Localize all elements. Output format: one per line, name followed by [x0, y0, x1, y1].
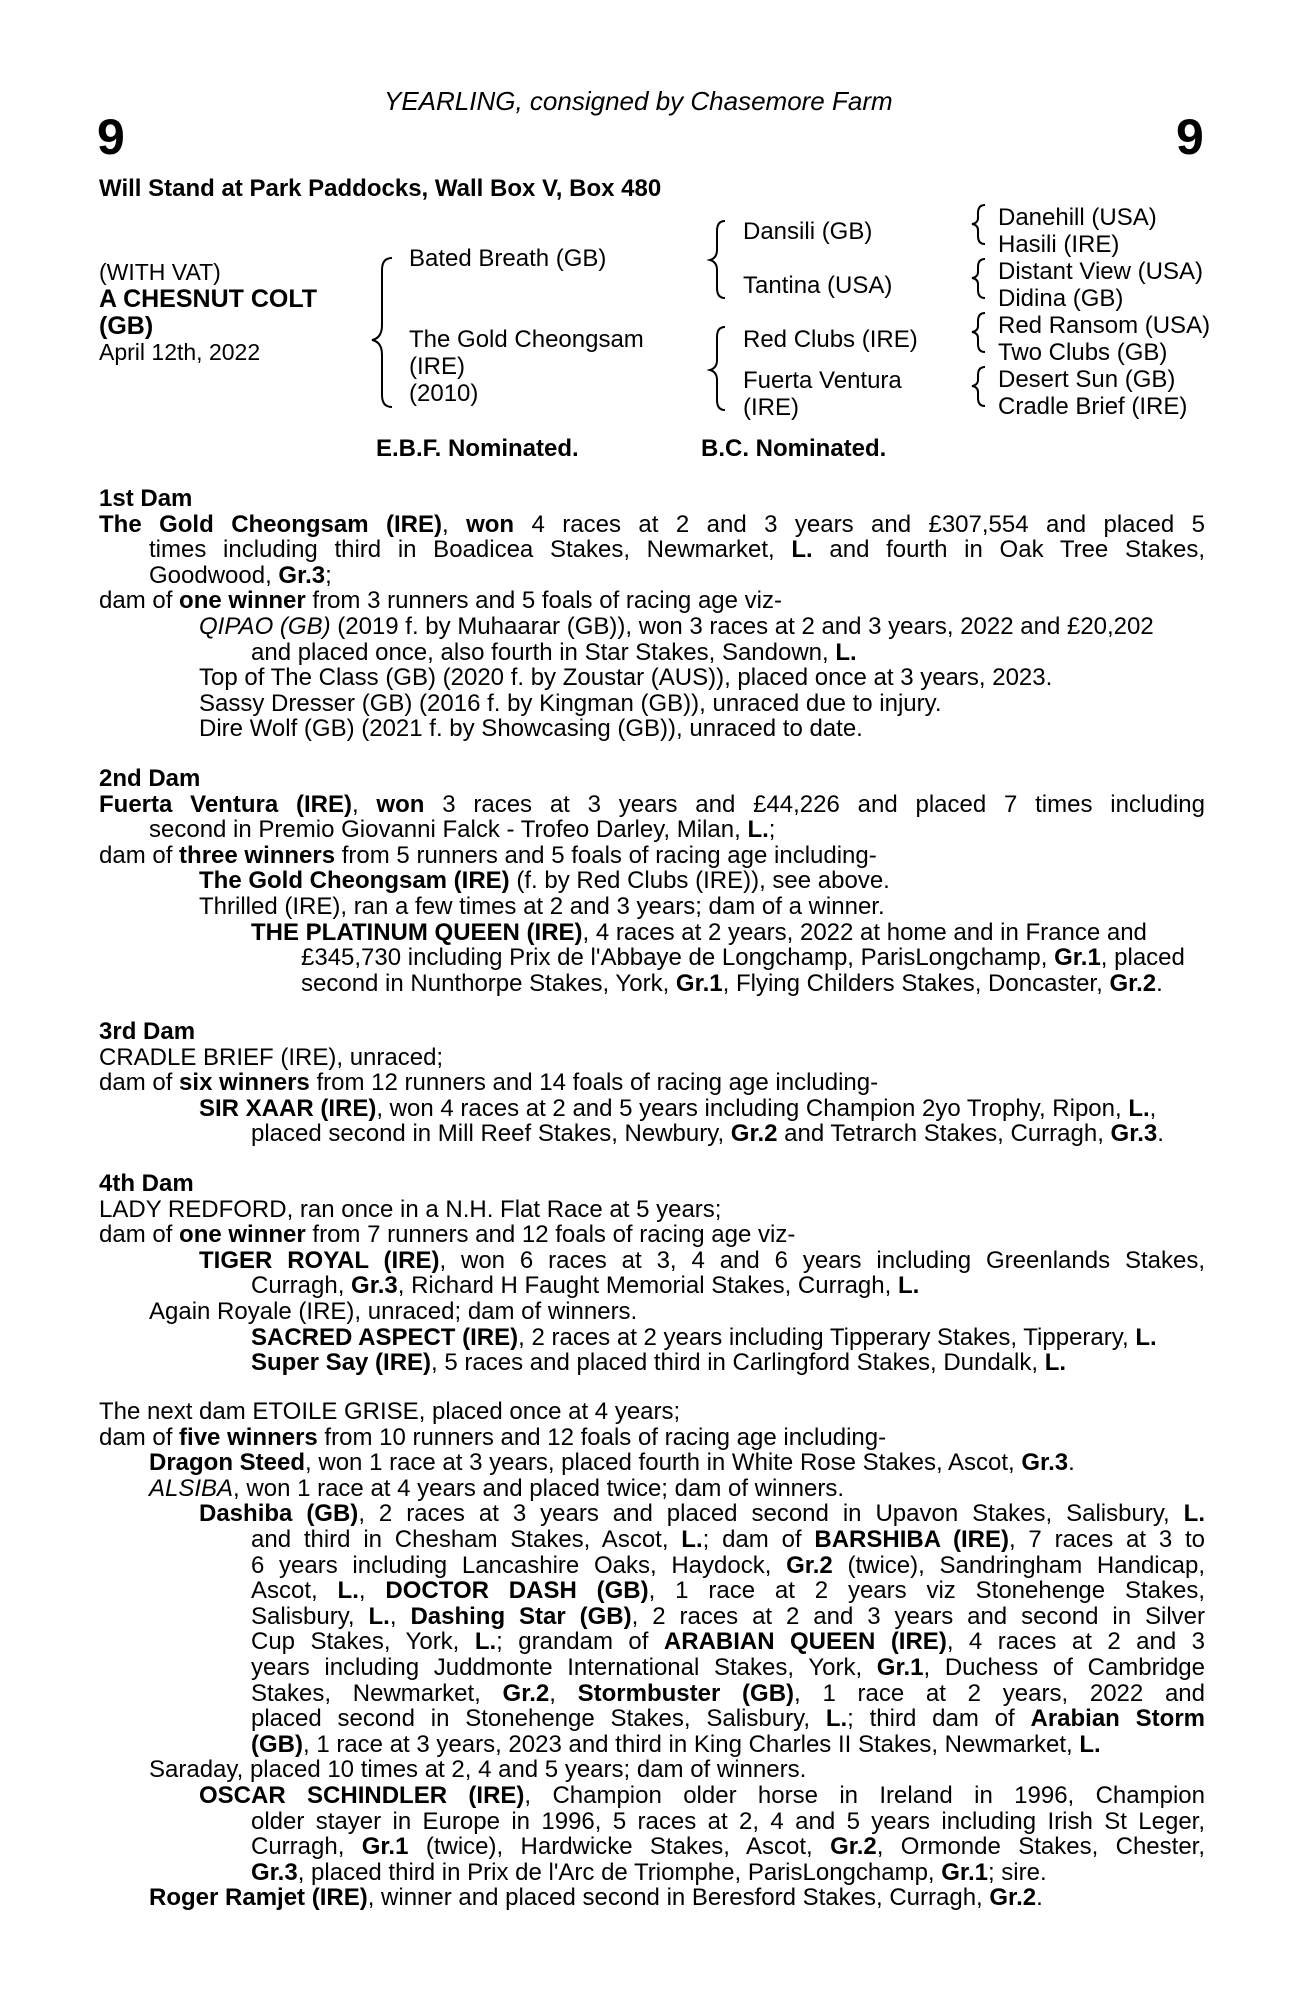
- progeny-name: Roger Ramjet (IRE): [149, 1884, 368, 1912]
- group-label: Gr.1: [941, 1858, 988, 1886]
- text-line: [99, 1732, 1205, 1758]
- progeny-name: Arabian Storm: [1030, 1705, 1205, 1733]
- text-run: from 3 runners and 5 foals of racing age viz-: [305, 587, 782, 615]
- horse-name-line1: A CHESNUT COLT: [99, 285, 318, 313]
- text-run: , won 6 races at 3, 4 and 6 years including Greenlands Stakes,: [439, 1246, 1205, 1274]
- lot-number-left: 9: [97, 109, 125, 165]
- text-run: ; sire.: [987, 1858, 1047, 1886]
- text-run: second in Premio Giovanni Falck - Trofeo Darley, Milan,: [149, 816, 748, 844]
- text-run: , 4 races at 2 years, 2022 at home and in France and: [582, 918, 1147, 946]
- text-line: [99, 1501, 1205, 1527]
- text-run: ; dam of: [702, 1525, 815, 1553]
- group-label: Gr.3: [278, 561, 326, 589]
- text-line: [99, 640, 1205, 666]
- text-run: , 2 races at 3 years and placed second in Upavon Stakes, Salisbury,: [358, 1500, 1184, 1528]
- listed-label: L.: [835, 638, 857, 666]
- text-line: [99, 1273, 1205, 1299]
- pedigree-dam-dam-line2: (IRE): [743, 394, 799, 421]
- group-label: Gr.1: [675, 969, 723, 997]
- progeny-name: SACRED ASPECT (IRE): [251, 1323, 519, 1351]
- text-run: ,: [358, 1577, 386, 1605]
- progeny-name: Super Say (IRE): [251, 1349, 432, 1377]
- text-line: [99, 614, 1205, 640]
- text-line: older stayer in Europe in 1996, 5 races at 2, 4 and 5 years including Irish St Leger,: [251, 1807, 1205, 1835]
- pedigree-sire: Bated Breath (GB): [409, 245, 607, 272]
- stand-location: Will Stand at Park Paddocks, Wall Box V, Box 480: [99, 175, 662, 202]
- text-run: dam of: [99, 1069, 180, 1097]
- text-run: from 10 runners and 12 foals of racing age including-: [317, 1423, 887, 1451]
- listed-label: L.: [681, 1525, 703, 1553]
- text-line: [99, 1681, 1205, 1707]
- progeny-name: Dragon Steed: [149, 1449, 306, 1477]
- text-line: Top of The Class (GB) (2020 f. by Zoustar (AUS)), placed once at 3 years, 2023.: [199, 664, 1053, 692]
- first-dam-heading: 1st Dam: [99, 485, 193, 512]
- group-label: Gr.2: [1109, 969, 1157, 997]
- fourth-dam-heading: 4th Dam: [99, 1170, 194, 1197]
- third-dam-heading: 3rd Dam: [99, 1018, 196, 1045]
- text-line: [99, 588, 1205, 614]
- listed-label: L.: [337, 1577, 359, 1605]
- text-run: dam of: [99, 841, 180, 869]
- listed-label: L.: [1135, 1323, 1157, 1351]
- progeny-name: THE PLATINUM QUEEN (IRE): [251, 918, 583, 946]
- text-run: dam of: [99, 1423, 180, 1451]
- text-run: ,: [351, 790, 377, 818]
- text-run: , 2 races at 2 and 3 years and second in Silver: [631, 1602, 1205, 1630]
- text-line: [99, 1121, 1205, 1147]
- text-line: [99, 1248, 1205, 1274]
- text-run: , Flying Childers Stakes, Doncaster,: [722, 969, 1110, 997]
- progeny-name: TIGER ROYAL (IRE): [199, 1246, 440, 1274]
- text-run: , won 4 races at 2 and 5 years including Champion 2yo Trophy, Ripon,: [376, 1094, 1129, 1122]
- text-run: , 5 races and placed third in Carlingford Stakes, Dundalk,: [431, 1349, 1045, 1377]
- text-line: [99, 1629, 1205, 1655]
- pedigree-gen3-3: Distant View (USA): [998, 258, 1203, 285]
- pedigree-dam-line1: The Gold Cheongsam: [409, 326, 644, 353]
- text-line: [99, 1604, 1205, 1630]
- group-label: Gr.1: [361, 1833, 409, 1861]
- text-line: [99, 1350, 1205, 1376]
- progeny-name: Stormbuster (GB): [577, 1679, 795, 1707]
- text-line: LADY REDFORD, ran once in a N.H. Flat Race at 5 years;: [99, 1195, 722, 1223]
- listed-label: L.: [825, 1705, 848, 1733]
- text-run: and fourth in Oak Tree Stakes,: [812, 536, 1205, 564]
- listed-label: L.: [474, 1628, 497, 1656]
- progeny-name: DOCTOR DASH (GB): [385, 1577, 649, 1605]
- text-run: ; grandam of: [496, 1628, 664, 1656]
- listed-label: L.: [791, 536, 813, 564]
- text-run: , won 1 race at 4 years and placed twice; dam of winners.: [233, 1474, 845, 1502]
- fourth-dam-section: [99, 1171, 1205, 1376]
- won-label: won: [466, 510, 515, 538]
- text-run: , Duchess of Cambridge: [923, 1653, 1206, 1681]
- text-run: Cup Stakes, York,: [251, 1628, 475, 1656]
- progeny-name: OSCAR SCHINDLER (IRE): [199, 1781, 525, 1809]
- text-run: placed second in Mill Reef Stakes, Newbury,: [251, 1120, 731, 1148]
- lot-number-right: 9: [1176, 109, 1204, 165]
- pedigree-dam-sire: Red Clubs (IRE): [743, 326, 918, 353]
- text-line: Saraday, placed 10 times at 2, 4 and 5 years; dam of winners.: [149, 1756, 807, 1784]
- text-run: and placed once, also fourth in Star Stakes, Sandown,: [251, 638, 836, 666]
- progeny-name: BARSHIBA (IRE): [814, 1525, 1009, 1553]
- pedigree-gen3-6: Two Clubs (GB): [998, 339, 1168, 366]
- text-run: (twice), Sandringham Handicap,: [832, 1551, 1205, 1579]
- text-line: [99, 512, 1205, 538]
- text-run: , 1 race at 2 years, 2022 and: [794, 1679, 1206, 1707]
- text-line: [99, 1070, 1205, 1096]
- winners-count: five winners: [179, 1423, 318, 1451]
- text-run: ,: [389, 1602, 411, 1630]
- pedigree-gen3-2: Hasili (IRE): [998, 231, 1120, 258]
- text-run: Goodwood,: [149, 561, 279, 589]
- text-run: , Richard H Faught Memorial Stakes, Curragh,: [397, 1272, 898, 1300]
- text-run: years including Juddmonte International Stakes, York,: [251, 1653, 877, 1681]
- pedigree-gen3-5: Red Ransom (USA): [998, 312, 1211, 339]
- progeny-name: The Gold Cheongsam (IRE): [199, 867, 510, 895]
- text-line: [99, 1476, 1205, 1502]
- group-label: Gr.2: [502, 1679, 550, 1707]
- text-run: from 12 runners and 14 foals of racing age including-: [309, 1069, 879, 1097]
- progeny-name: SIR XAAR (IRE): [199, 1094, 377, 1122]
- text-line: [99, 1450, 1205, 1476]
- text-run: Stakes, Newmarket,: [251, 1679, 503, 1707]
- text-line: [99, 1885, 1205, 1911]
- text-run: ;: [768, 816, 776, 844]
- listed-label: L.: [1079, 1730, 1101, 1758]
- text-run: 6 years including Lancashire Oaks, Haydock,: [251, 1551, 787, 1579]
- text-run: .: [1068, 1449, 1075, 1477]
- text-run: Salisbury,: [251, 1602, 369, 1630]
- winners-count: one winner: [179, 587, 306, 615]
- text-line: [99, 1096, 1205, 1122]
- won-label: won: [376, 790, 425, 818]
- text-run: placed second in Stonehenge Stakes, Salisbury,: [251, 1705, 826, 1733]
- text-run: times including third in Boadicea Stakes, Newmarket,: [149, 536, 792, 564]
- group-label: Gr.3: [251, 1858, 298, 1886]
- text-run: , 7 races at 3 to: [1008, 1525, 1206, 1553]
- progeny-name: ARABIAN QUEEN (IRE): [663, 1628, 947, 1656]
- group-label: Gr.2: [830, 1833, 877, 1861]
- text-line: Again Royale (IRE), unraced; dam of winners.: [149, 1297, 638, 1325]
- text-run: .: [1157, 1120, 1164, 1148]
- progeny-name: (GB): [251, 1730, 303, 1758]
- listed-label: L.: [747, 816, 769, 844]
- pedigree-dam-line3: (2010): [409, 380, 479, 407]
- dam-name: Fuerta Ventura (IRE): [99, 790, 352, 818]
- pedigree-gen3-8: Cradle Brief (IRE): [998, 393, 1188, 420]
- text-line: [99, 971, 1205, 997]
- text-line: [99, 1553, 1205, 1579]
- text-line: CRADLE BRIEF (IRE), unraced;: [99, 1043, 444, 1071]
- group-label: Gr.2: [730, 1120, 778, 1148]
- listed-label: L.: [1183, 1500, 1205, 1528]
- pedigree-gen3-1: Danehill (USA): [998, 204, 1157, 231]
- text-run: £345,730 including Prix de l'Abbaye de Longchamp, ParisLongchamp,: [301, 944, 1055, 972]
- pedigree-sire-sire: Dansili (GB): [743, 218, 873, 245]
- group-label: Gr.3: [1021, 1449, 1069, 1477]
- text-line: [99, 1425, 1205, 1451]
- text-line: [99, 817, 1205, 843]
- text-run: from 5 runners and 5 foals of racing age including-: [335, 841, 877, 869]
- text-run: , 1 race at 2 years viz Stonehenge Stakes,: [648, 1577, 1205, 1605]
- foaling-date: April 12th, 2022: [99, 339, 261, 365]
- winners-count: six winners: [179, 1069, 310, 1097]
- pedigree-dam-dam-line1: Fuerta Ventura: [743, 367, 902, 394]
- text-line: [99, 537, 1205, 563]
- group-label: Gr.2: [989, 1884, 1037, 1912]
- text-run: .: [1036, 1884, 1043, 1912]
- text-line: [99, 792, 1205, 818]
- text-run: 3 races at 3 years and £44,226 and placed 7 times including: [424, 790, 1205, 818]
- progeny-name: QIPAO (GB): [199, 612, 331, 640]
- text-line: Dire Wolf (GB) (2021 f. by Showcasing (GB)), unraced to date.: [199, 715, 863, 743]
- text-line: [99, 563, 1205, 589]
- text-run: , won 1 race at 3 years, placed fourth in White Rose Stakes, Ascot,: [305, 1449, 1022, 1477]
- text-line: [99, 843, 1205, 869]
- second-dam-section: [99, 766, 1205, 996]
- text-run: Curragh,: [251, 1833, 362, 1861]
- text-run: , Ormonde Stakes, Chester,: [876, 1833, 1205, 1861]
- vat-note: (WITH VAT): [99, 259, 221, 285]
- text-line: [99, 1527, 1205, 1553]
- text-run: ;: [325, 561, 332, 589]
- winners-count: one winner: [179, 1221, 306, 1249]
- text-line: [99, 1325, 1205, 1351]
- first-dam-section: [99, 486, 1205, 742]
- text-run: (twice), Hardwicke Stakes, Ascot,: [408, 1833, 831, 1861]
- text-run: , 4 races at 2 and 3: [946, 1628, 1205, 1656]
- text-run: ,: [441, 510, 467, 538]
- text-run: Curragh,: [251, 1272, 352, 1300]
- text-line: [99, 920, 1205, 946]
- text-line: [99, 1860, 1205, 1886]
- text-run: , placed: [1100, 944, 1185, 972]
- text-run: second in Nunthorpe Stakes, York,: [301, 969, 676, 997]
- text-run: , winner and placed second in Beresford Stakes, Curragh,: [367, 1884, 990, 1912]
- pedigree-gen3-7: Desert Sun (GB): [998, 366, 1176, 393]
- text-run: , Champion older horse in Ireland in 1996, Champion: [524, 1781, 1205, 1809]
- horse-name-line2: (GB): [99, 312, 154, 340]
- pedigree-sire-dam: Tantina (USA): [743, 272, 893, 299]
- text-line: [99, 945, 1205, 971]
- text-line: [99, 868, 1205, 894]
- text-line: [99, 1834, 1205, 1860]
- group-label: Gr.2: [786, 1551, 833, 1579]
- text-run: dam of: [99, 1221, 180, 1249]
- text-line: The next dam ETOILE GRISE, placed once at 4 years;: [99, 1398, 681, 1425]
- text-line: [99, 1578, 1205, 1604]
- text-run: 4 races at 2 and 3 years and £307,554 and placed 5: [514, 510, 1205, 538]
- text-run: ; third dam of: [847, 1705, 1031, 1733]
- text-run: (f. by Red Clubs (IRE)), see above.: [509, 867, 890, 895]
- text-run: Ascot,: [251, 1577, 338, 1605]
- group-label: Gr.3: [351, 1272, 398, 1300]
- text-line: Sassy Dresser (GB) (2016 f. by Kingman (GB)), unraced due to injury.: [199, 689, 942, 717]
- third-dam-section: [99, 1019, 1205, 1147]
- text-line: [99, 1222, 1205, 1248]
- text-run: and Tetrarch Stakes, Curragh,: [777, 1120, 1111, 1148]
- text-run: ,: [549, 1679, 578, 1707]
- text-line: [99, 1655, 1205, 1681]
- dam-name: The Gold Cheongsam (IRE): [99, 510, 442, 538]
- winners-count: three winners: [179, 841, 336, 869]
- sale-subtitle: YEARLING, consigned by Chasemore Farm: [384, 86, 893, 116]
- progeny-name: ALSIBA: [149, 1474, 234, 1502]
- text-line: [99, 1783, 1205, 1809]
- text-run: (2019 f. by Muhaarar (GB)), won 3 races at 2 and 3 years, 2022 and £20,202: [330, 612, 1154, 640]
- listed-label: L.: [368, 1602, 390, 1630]
- pedigree-dam-line2: (IRE): [409, 353, 465, 380]
- text-run: dam of: [99, 587, 180, 615]
- progeny-name: Dashing Star (GB): [410, 1602, 632, 1630]
- progeny-name: Dashiba (GB): [199, 1500, 359, 1528]
- listed-label: L.: [1128, 1094, 1150, 1122]
- group-label: Gr.1: [876, 1653, 924, 1681]
- text-run: and third in Chesham Stakes, Ascot,: [251, 1525, 682, 1553]
- pedigree-gen3-4: Didina (GB): [998, 285, 1124, 312]
- listed-label: L.: [897, 1272, 920, 1300]
- group-label: Gr.1: [1054, 944, 1101, 972]
- text-run: , 2 races at 2 years including Tipperary Stakes, Tipperary,: [518, 1323, 1136, 1351]
- text-run: from 7 runners and 12 foals of racing age viz-: [305, 1221, 796, 1249]
- text-line: Thrilled (IRE), ran a few times at 2 and 3 years; dam of a winner.: [199, 892, 885, 920]
- text-run: ,: [1149, 1094, 1157, 1122]
- text-run: , 1 race at 3 years, 2023 and third in King Charles II Stakes, Newmarket,: [302, 1730, 1080, 1758]
- listed-label: L.: [1044, 1349, 1067, 1377]
- second-dam-heading: 2nd Dam: [99, 765, 201, 792]
- bc-nominated: B.C. Nominated.: [701, 435, 887, 462]
- text-line: [99, 1706, 1205, 1732]
- next-dam-section: [99, 1399, 1205, 1911]
- text-run: , placed third in Prix de l'Arc de Triomphe, ParisLongchamp,: [297, 1858, 942, 1886]
- ebf-nominated: E.B.F. Nominated.: [376, 435, 579, 462]
- text-run: .: [1156, 969, 1163, 997]
- group-label: Gr.3: [1110, 1120, 1158, 1148]
